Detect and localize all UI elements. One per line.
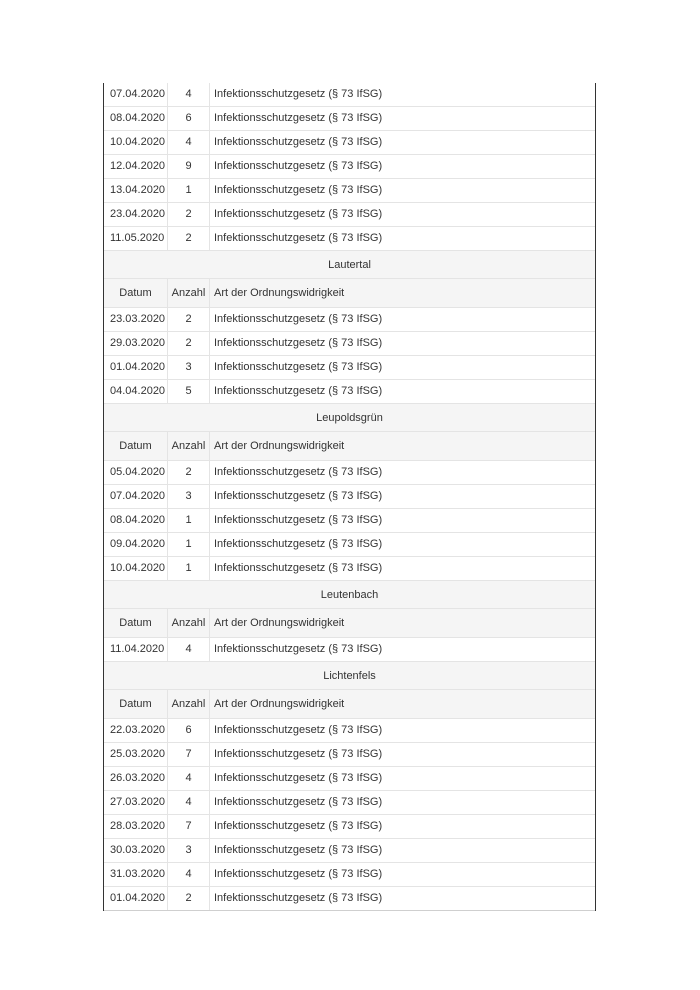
column-header-row [104, 690, 595, 719]
cell-date: 25.03.2020 [104, 743, 168, 766]
cell-count: 2 [168, 461, 210, 484]
cell-date: 30.03.2020 [104, 839, 168, 862]
cell-count: 1 [168, 557, 210, 580]
cell-type: Infektionsschutzgesetz (§ 73 IfSG) [214, 796, 383, 808]
cell-count: 7 [168, 815, 210, 838]
cell-count: 2 [168, 332, 210, 355]
cell-date: 31.03.2020 [104, 863, 168, 886]
cell-date: 27.03.2020 [104, 791, 168, 814]
place-name-row: Leupoldsgrün [104, 404, 595, 432]
cell-type: Infektionsschutzgesetz (§ 73 IfSG) [214, 892, 383, 904]
cell-date: 23.03.2020 [104, 308, 168, 331]
cell-count: 9 [168, 155, 210, 178]
cell-date: 09.04.2020 [104, 533, 168, 556]
cell-date: 08.04.2020 [104, 509, 168, 532]
cell-date: 12.04.2020 [104, 155, 168, 178]
cell-count: 2 [168, 203, 210, 226]
place-name-row: Leutenbach [104, 581, 595, 609]
table-row [104, 509, 595, 533]
cell-count: 4 [168, 791, 210, 814]
header-count: Anzahl [168, 609, 210, 637]
cell-date: 01.04.2020 [104, 887, 168, 910]
table-row [104, 887, 595, 911]
place-name-row: Lichtenfels [104, 662, 595, 690]
cell-count: 3 [168, 356, 210, 379]
table-row [104, 356, 595, 380]
header-date: Datum [104, 432, 168, 460]
cell-count: 1 [168, 509, 210, 532]
cell-type: Infektionsschutzgesetz (§ 73 IfSG) [214, 868, 383, 880]
table-row [104, 743, 595, 767]
cell-type: Infektionsschutzgesetz (§ 73 IfSG) [214, 643, 383, 655]
header-type: Art der Ordnungswidrigkeit [214, 440, 345, 452]
cell-type: Infektionsschutzgesetz (§ 73 IfSG) [214, 313, 383, 325]
cell-date: 08.04.2020 [104, 107, 168, 130]
cell-date: 13.04.2020 [104, 179, 168, 202]
column-header-row [104, 609, 595, 638]
cell-type: Infektionsschutzgesetz (§ 73 IfSG) [214, 514, 383, 526]
cell-type: Infektionsschutzgesetz (§ 73 IfSG) [214, 136, 383, 148]
cell-type: Infektionsschutzgesetz (§ 73 IfSG) [214, 184, 383, 196]
cell-count: 4 [168, 638, 210, 661]
cell-count: 4 [168, 863, 210, 886]
cell-type: Infektionsschutzgesetz (§ 73 IfSG) [214, 748, 383, 760]
table-row [104, 791, 595, 815]
cell-count: 4 [168, 767, 210, 790]
cell-count: 1 [168, 533, 210, 556]
cell-type: Infektionsschutzgesetz (§ 73 IfSG) [214, 562, 383, 574]
table-row [104, 380, 595, 404]
cell-date: 11.05.2020 [104, 227, 168, 250]
cell-type: Infektionsschutzgesetz (§ 73 IfSG) [214, 385, 383, 397]
table-row [104, 155, 595, 179]
cell-type: Infektionsschutzgesetz (§ 73 IfSG) [214, 208, 383, 220]
column-header-row [104, 432, 595, 461]
header-date: Datum [104, 690, 168, 718]
table-row [104, 638, 595, 662]
cell-count: 6 [168, 719, 210, 742]
header-count: Anzahl [168, 432, 210, 460]
cell-type: Infektionsschutzgesetz (§ 73 IfSG) [214, 112, 383, 124]
cell-date: 04.04.2020 [104, 380, 168, 403]
column-header-row [104, 279, 595, 308]
header-date: Datum [104, 609, 168, 637]
table-row [104, 863, 595, 887]
table-row [104, 83, 595, 107]
table-row [104, 557, 595, 581]
cell-count: 4 [168, 131, 210, 154]
header-count: Anzahl [168, 279, 210, 307]
cell-type: Infektionsschutzgesetz (§ 73 IfSG) [214, 844, 383, 856]
cell-date: 05.04.2020 [104, 461, 168, 484]
cell-count: 1 [168, 179, 210, 202]
cell-date: 23.04.2020 [104, 203, 168, 226]
table-row [104, 179, 595, 203]
cell-date: 28.03.2020 [104, 815, 168, 838]
table-row [104, 533, 595, 557]
table-row [104, 815, 595, 839]
header-type: Art der Ordnungswidrigkeit [214, 617, 345, 629]
cell-date: 10.04.2020 [104, 557, 168, 580]
header-date: Datum [104, 279, 168, 307]
cell-date: 01.04.2020 [104, 356, 168, 379]
table-row [104, 461, 595, 485]
cell-type: Infektionsschutzgesetz (§ 73 IfSG) [214, 538, 383, 550]
cell-count: 2 [168, 308, 210, 331]
cell-type: Infektionsschutzgesetz (§ 73 IfSG) [214, 820, 383, 832]
violations-table [103, 83, 596, 911]
cell-type: Infektionsschutzgesetz (§ 73 IfSG) [214, 490, 383, 502]
cell-type: Infektionsschutzgesetz (§ 73 IfSG) [214, 232, 383, 244]
cell-count: 2 [168, 227, 210, 250]
cell-count: 7 [168, 743, 210, 766]
header-count: Anzahl [168, 690, 210, 718]
cell-count: 4 [168, 83, 210, 106]
cell-type: Infektionsschutzgesetz (§ 73 IfSG) [214, 466, 383, 478]
table-row [104, 131, 595, 155]
table-row [104, 203, 595, 227]
cell-date: 29.03.2020 [104, 332, 168, 355]
cell-date: 10.04.2020 [104, 131, 168, 154]
header-type: Art der Ordnungswidrigkeit [214, 698, 345, 710]
header-type: Art der Ordnungswidrigkeit [214, 287, 345, 299]
table-row [104, 107, 595, 131]
cell-count: 5 [168, 380, 210, 403]
place-name-row: Lautertal [104, 251, 595, 279]
cell-type: Infektionsschutzgesetz (§ 73 IfSG) [214, 337, 383, 349]
cell-count: 6 [168, 107, 210, 130]
table-row [104, 485, 595, 509]
cell-type: Infektionsschutzgesetz (§ 73 IfSG) [214, 361, 383, 373]
cell-date: 07.04.2020 [104, 83, 168, 106]
cell-type: Infektionsschutzgesetz (§ 73 IfSG) [214, 772, 383, 784]
cell-count: 3 [168, 485, 210, 508]
table-row [104, 332, 595, 356]
table-row [104, 227, 595, 251]
cell-type: Infektionsschutzgesetz (§ 73 IfSG) [214, 160, 383, 172]
cell-date: 26.03.2020 [104, 767, 168, 790]
table-row [104, 767, 595, 791]
cell-date: 07.04.2020 [104, 485, 168, 508]
table-row [104, 719, 595, 743]
cell-date: 22.03.2020 [104, 719, 168, 742]
table-row [104, 839, 595, 863]
table-row [104, 308, 595, 332]
cell-count: 3 [168, 839, 210, 862]
cell-count: 2 [168, 887, 210, 910]
cell-type: Infektionsschutzgesetz (§ 73 IfSG) [214, 724, 383, 736]
cell-date: 11.04.2020 [104, 638, 168, 661]
cell-type: Infektionsschutzgesetz (§ 73 IfSG) [214, 88, 383, 100]
